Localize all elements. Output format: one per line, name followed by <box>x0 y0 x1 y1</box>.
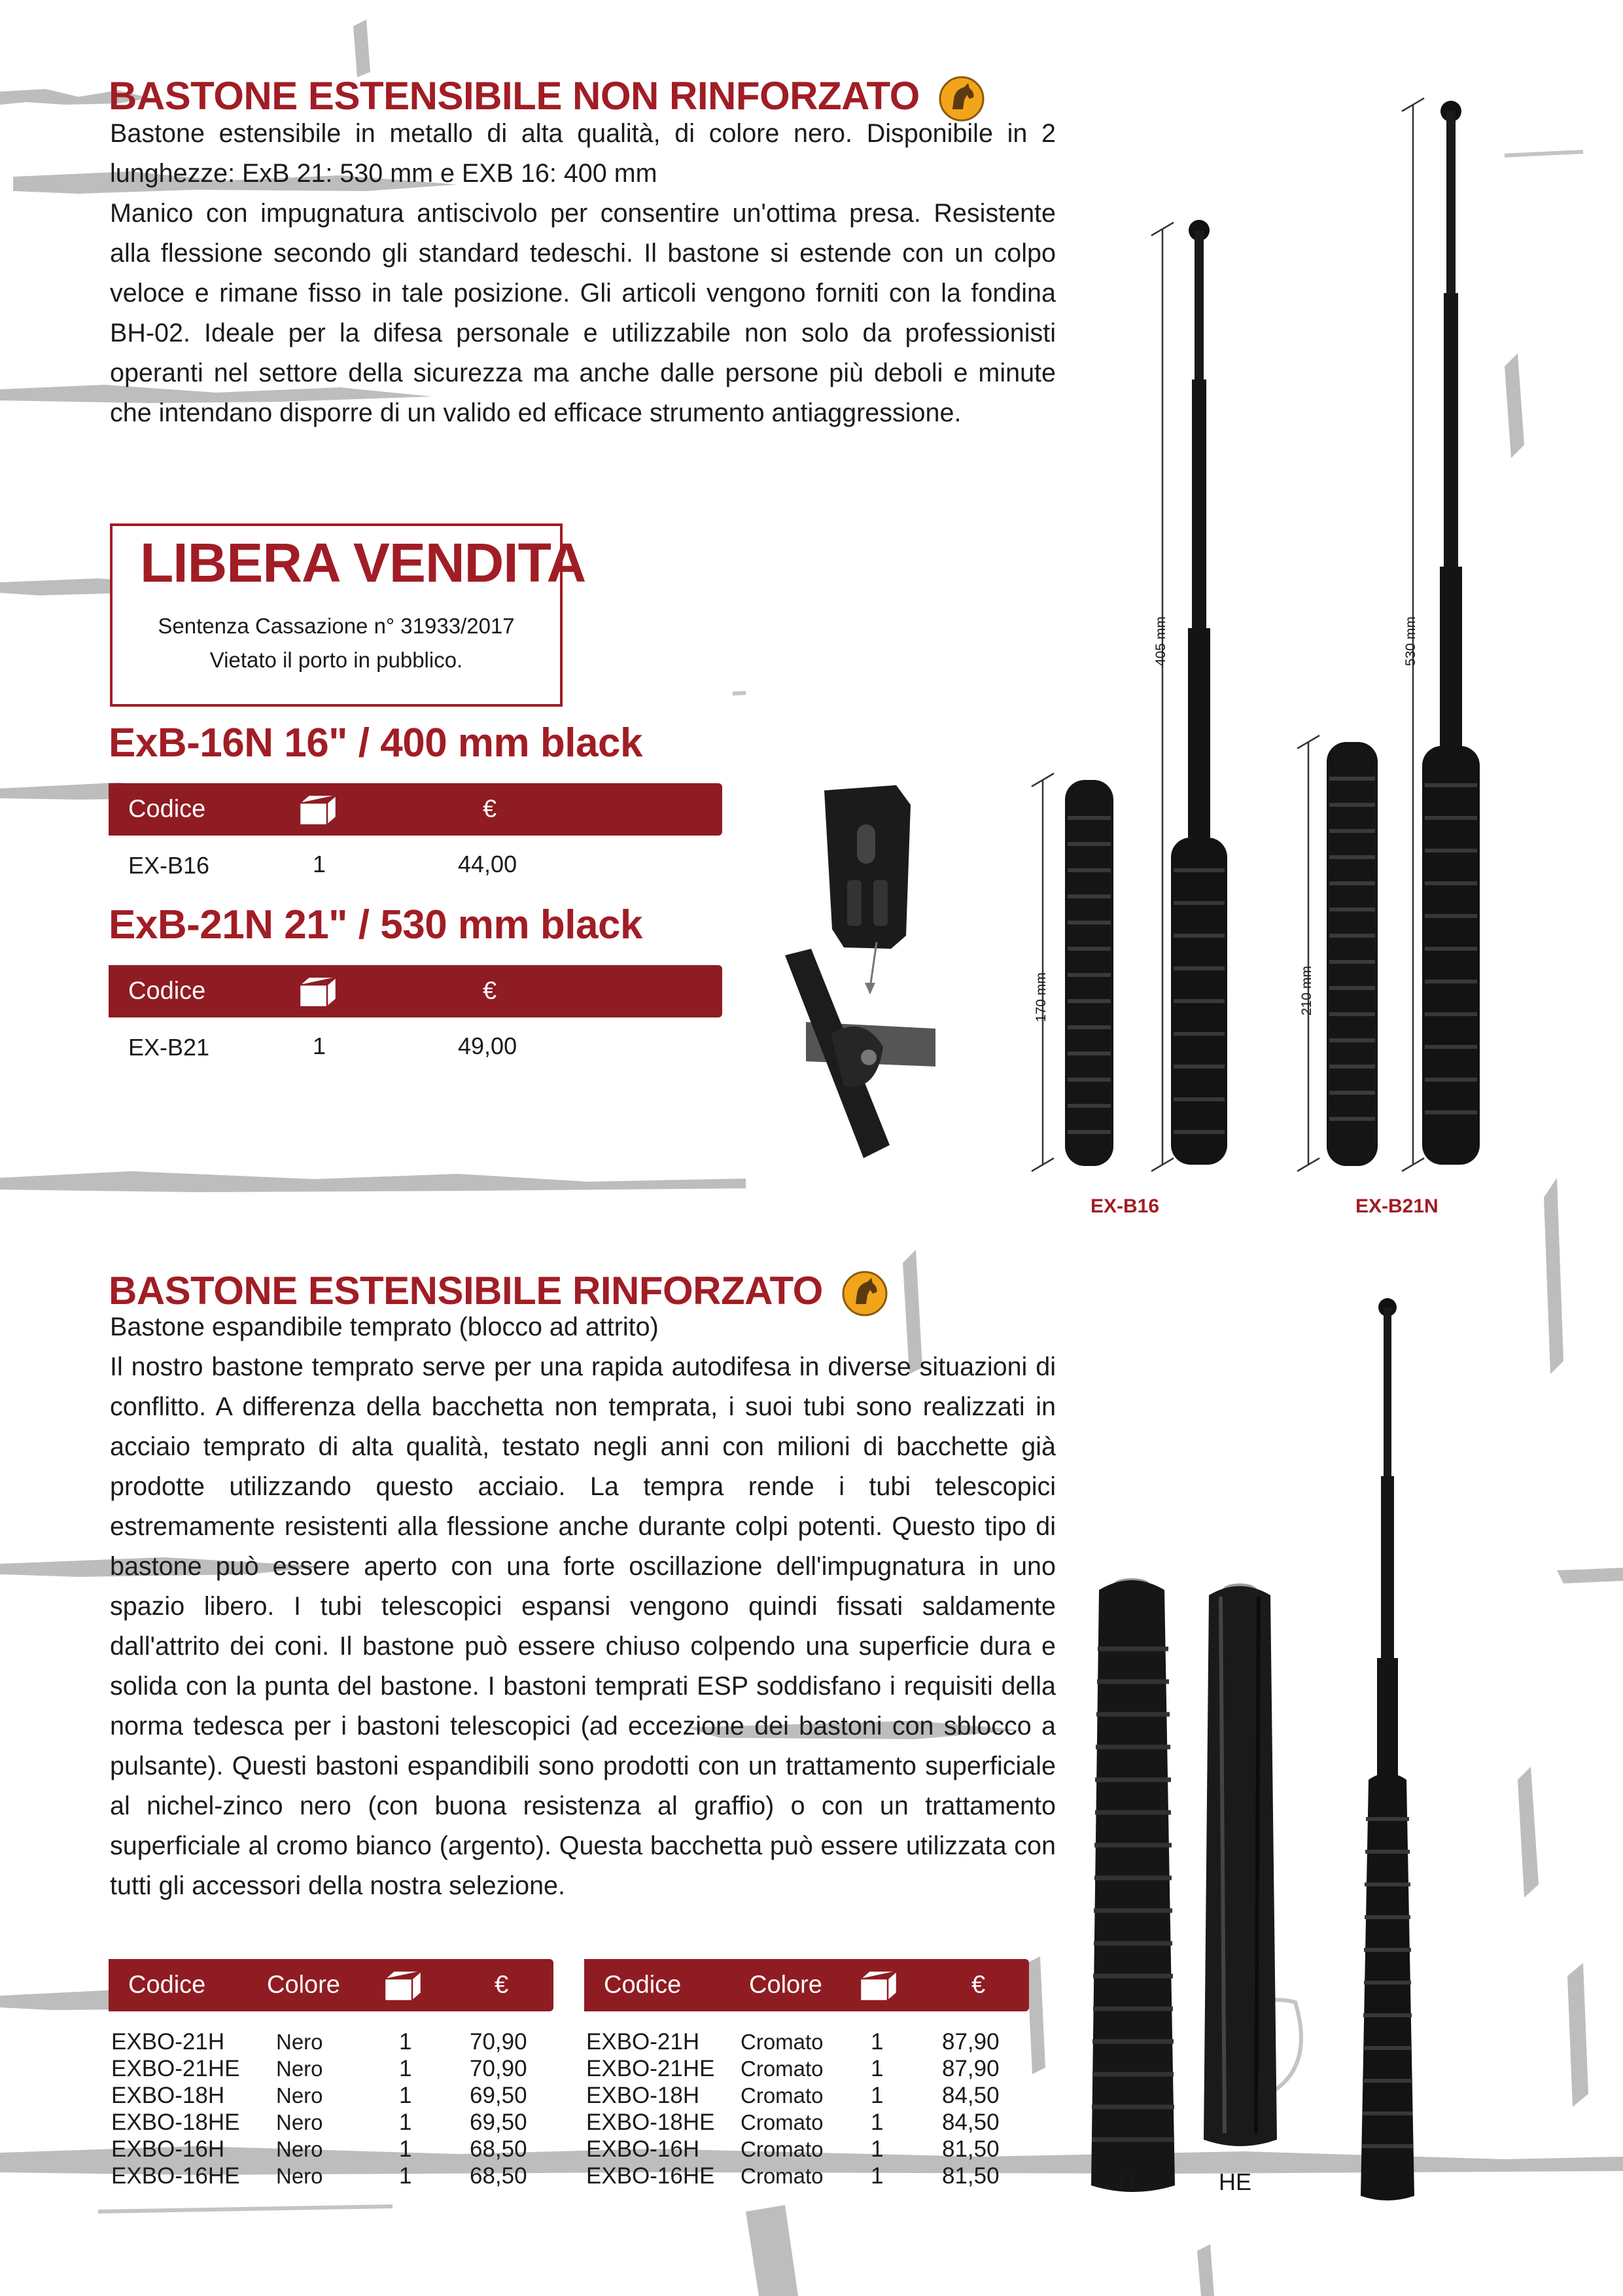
cell-color: Nero <box>276 2083 323 2108</box>
baton-he-closed <box>1204 1583 1277 2146</box>
paragraph: Bastone espandibile temprato (blocco ad attrito) <box>110 1313 659 1341</box>
cell-price: 68,50 <box>470 2136 527 2162</box>
dim-label-170: 170 mm <box>1034 972 1049 1022</box>
cell-code: EXBO-18HE <box>111 2110 240 2135</box>
cell-price: 81,50 <box>942 2136 1000 2162</box>
header-price: € <box>483 795 497 823</box>
table-header <box>109 783 722 836</box>
table-row <box>586 2109 1031 2136</box>
product-code: EX-B16 <box>128 852 210 879</box>
table-nero-body <box>111 2028 556 2189</box>
cell-code: EXBO-18HE <box>586 2110 715 2135</box>
paragraph: Bastone estensibile in metallo di alta qualità, di colore nero. Disponibile in 2 lunghezze: ExB 21: 530 mm e EXB 16: 400 mm <box>110 119 1056 188</box>
libera-line-2: Vietato il porto in pubblico. <box>209 648 463 672</box>
cell-qty: 1 <box>871 2110 884 2135</box>
header-code: Codice <box>604 1971 682 1999</box>
cell-code: EXBO-18H <box>586 2083 700 2108</box>
cell-price: 68,50 <box>470 2163 527 2189</box>
cell-price: 69,50 <box>470 2110 527 2135</box>
cell-code: EXBO-21H <box>586 2029 700 2055</box>
cell-price: 84,50 <box>942 2083 1000 2108</box>
header-code: Codice <box>128 977 206 1005</box>
table-row <box>111 2109 556 2136</box>
box-icon <box>382 1968 424 2004</box>
header-color: Colore <box>749 1971 822 1999</box>
table-header <box>109 965 722 1017</box>
section-title-text: BASTONE ESTENSIBILE RINFORZATO <box>109 1269 823 1313</box>
header-price: € <box>971 1971 986 1999</box>
product-title: ExB-16N 16" / 400 mm black <box>109 720 642 766</box>
cell-color: Nero <box>276 2110 323 2134</box>
cell-qty: 1 <box>399 2163 412 2189</box>
table-row <box>111 2163 556 2189</box>
cell-price: 81,50 <box>942 2163 1000 2189</box>
baton-open <box>1361 1298 1414 2200</box>
baton-figure-1 <box>746 85 1511 1243</box>
libera-vendita-title: LIBERA VENDITA <box>140 532 586 593</box>
figure-label-h: H <box>1119 2168 1136 2195</box>
product-qty: 1 <box>313 851 326 877</box>
cell-qty: 1 <box>871 2056 884 2081</box>
cell-qty: 1 <box>399 2056 412 2081</box>
table-cromato-body <box>586 2028 1031 2189</box>
cell-qty: 1 <box>871 2029 884 2055</box>
cell-qty: 1 <box>399 2083 412 2108</box>
product-title: ExB-21N 21" / 530 mm black <box>109 902 642 947</box>
cell-color: Cromato <box>741 2083 824 2108</box>
table-row <box>111 2055 556 2082</box>
header-price: € <box>483 977 497 1005</box>
table-header-cromato <box>584 1959 1029 2011</box>
paragraph: Manico con impugnatura antiscivolo per consentire un'ottima presa. Resistente alla flessione secondo gli standard tedeschi. Il bastone si estende con un colpo veloce e rimane fisso in tale posizione. Gli articoli vengono forniti con la fondina BH-02. Ideale per la difesa personale e utilizzabile non solo da professionisti operanti nel settore della sicurezza ma anche dalle persone più deboli e minute che intendano disporre di un valido ed efficace strumento antiaggressione. <box>110 199 1056 427</box>
dim-label-530: 530 mm <box>1403 616 1418 666</box>
cell-color: Nero <box>276 2057 323 2081</box>
cell-code: EXBO-21HE <box>586 2056 715 2081</box>
cell-code: EXBO-16HE <box>111 2163 240 2189</box>
cell-qty: 1 <box>399 2110 412 2135</box>
cell-code: EXBO-16H <box>111 2136 225 2162</box>
cell-code: EXBO-18H <box>111 2083 225 2108</box>
cell-color: Cromato <box>741 2164 824 2188</box>
table-row <box>586 2055 1031 2082</box>
holster-image <box>785 785 935 1158</box>
dim-label-210: 210 mm <box>1299 966 1314 1016</box>
baton-exb16-open <box>1171 220 1227 1165</box>
figure-label-he: HE <box>1219 2168 1252 2195</box>
product-qty: 1 <box>313 1033 326 1059</box>
cell-color: Cromato <box>741 2057 824 2081</box>
header-price: € <box>495 1971 509 1999</box>
cell-price: 70,90 <box>470 2029 527 2055</box>
baton-exb16-closed <box>1065 780 1113 1166</box>
table-row <box>111 2136 556 2163</box>
baton-exb21n-open <box>1422 101 1480 1165</box>
figure-label-exb21n: EX-B21N <box>1355 1195 1439 1217</box>
box-icon <box>297 974 339 1010</box>
cell-code: EXBO-16H <box>586 2136 700 2162</box>
figure-label-exb16: EX-B16 <box>1091 1195 1160 1217</box>
cell-color: Nero <box>276 2164 323 2188</box>
table-row <box>586 2028 1031 2055</box>
cell-qty: 1 <box>399 2136 412 2162</box>
table-row <box>586 2082 1031 2109</box>
cell-color: Cromato <box>741 2137 824 2161</box>
section-title-text: BASTONE ESTENSIBILE NON RINFORZATO <box>109 74 920 118</box>
cell-code: EXBO-21HE <box>111 2056 240 2081</box>
product-price: 44,00 <box>458 851 517 877</box>
box-icon <box>297 792 339 828</box>
baton-exb21-closed <box>1327 742 1378 1166</box>
cell-color: Nero <box>276 2030 323 2054</box>
cell-qty: 1 <box>399 2029 412 2055</box>
libera-vendita-box <box>110 523 586 707</box>
cell-price: 84,50 <box>942 2110 1000 2135</box>
paragraph: Il nostro bastone temprato serve per una rapida autodifesa in diverse situazioni di conflitto. A differenza della bacchetta non temprata, i suoi tubi sono realizzati in acciaio temprato di alta qualità, testato negli anni con milioni di bacchette già prodotte utilizzando questo acciaio. La tempra rende i tubi telescopici estremamente resistenti alla flessione anche durante colpi potenti. Questo tipo di bastone può essere aperto con una forte oscillazione dell'impugnatura in uno spazio libero. I tubi telescopici espansi vengono quindi fissati saldamente dall'attrito dei coni. Il bastone può essere chiuso colpendo una superficie dura e solida con la punta del bastone. I bastoni temprati ESP soddisfano i requisiti della norma tedesca per i bastoni telescopici (ad eccezione dei bastoni con sblocco a pulsante). Questi bastoni espandibili sono prodotti con un trattamento superficiale al nichel-zinco nero (con buona resistenza al graffio) o con un trattamento superficiale al cromo bianco (argento). Questa bacchetta può essere utilizzata con tutti gli accessori della nostra selezione. <box>110 1352 1056 1900</box>
cell-price: 70,90 <box>470 2056 527 2081</box>
product-code: EX-B21 <box>128 1034 210 1061</box>
baton-h-closed <box>1091 1578 1175 2192</box>
cell-qty: 1 <box>871 2163 884 2189</box>
table-row <box>586 2163 1031 2189</box>
libera-line-1: Sentenza Cassazione n° 31933/2017 <box>158 614 515 638</box>
section2-body <box>110 1307 1056 1906</box>
cell-code: EXBO-21H <box>111 2029 225 2055</box>
table-header-nero <box>109 1959 553 2011</box>
cell-qty: 1 <box>871 2136 884 2162</box>
cell-price: 87,90 <box>942 2029 1000 2055</box>
header-color: Colore <box>267 1971 340 1999</box>
header-code: Codice <box>128 795 206 823</box>
baton-figure-2 <box>1073 1282 1478 2212</box>
dim-label-405: 405 mm <box>1153 616 1168 666</box>
cell-color: Cromato <box>741 2110 824 2134</box>
table-row <box>111 2028 556 2055</box>
box-icon <box>858 1968 899 2004</box>
table-row <box>111 2082 556 2109</box>
cell-color: Nero <box>276 2137 323 2161</box>
cell-qty: 1 <box>871 2083 884 2108</box>
cell-code: EXBO-16HE <box>586 2163 715 2189</box>
cell-color: Cromato <box>741 2030 824 2054</box>
product-price: 49,00 <box>458 1033 517 1059</box>
cell-price: 69,50 <box>470 2083 527 2108</box>
table-row <box>586 2136 1031 2163</box>
cell-price: 87,90 <box>942 2056 1000 2081</box>
header-code: Codice <box>128 1971 206 1999</box>
